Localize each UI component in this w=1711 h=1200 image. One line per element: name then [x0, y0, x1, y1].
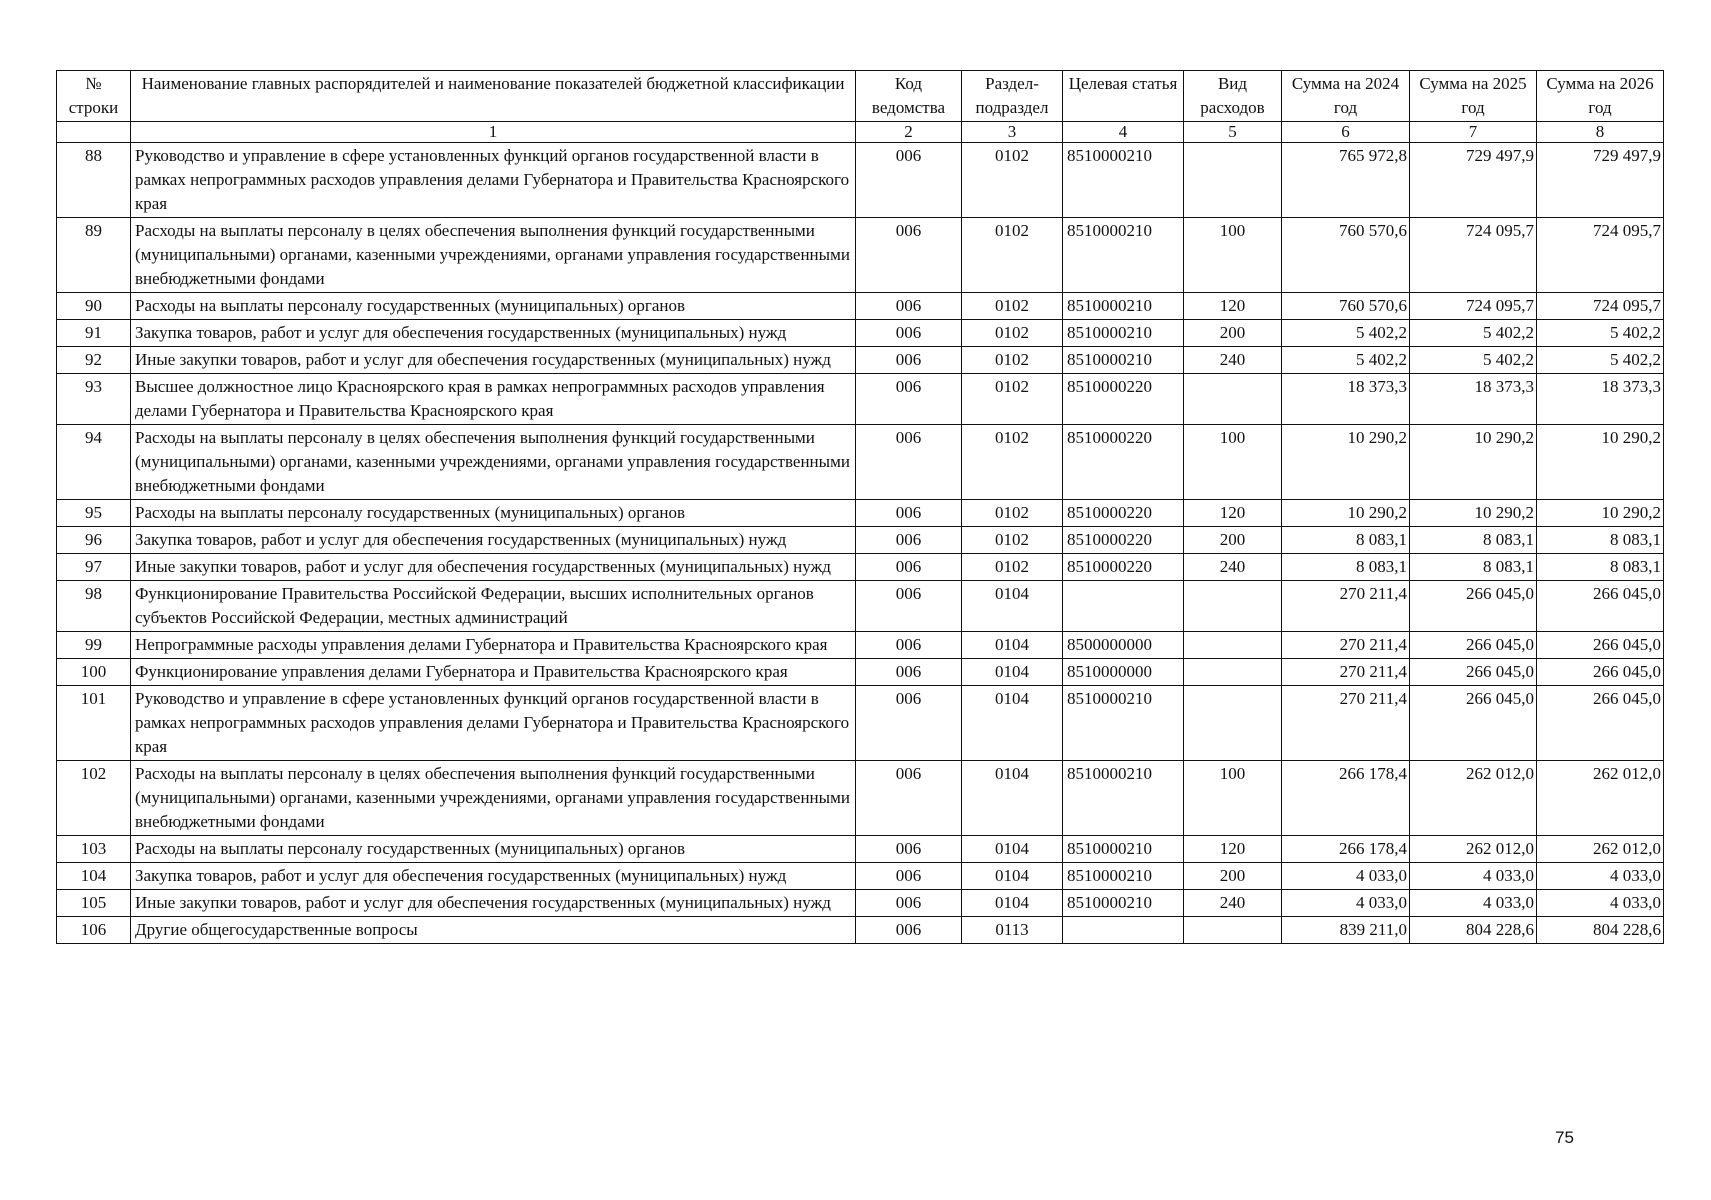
dept-code-cell: 006 — [856, 659, 962, 686]
table-row — [57, 143, 1664, 218]
table-row — [57, 425, 1664, 500]
sum-2024-cell: 5 402,2 — [1282, 347, 1410, 374]
exp-type-cell — [1184, 632, 1282, 659]
row-number-cell: 97 — [57, 554, 131, 581]
name-cell: Иные закупки товаров, работ и услуг для обеспечения государственных (муниципальных) нужд — [131, 347, 856, 374]
sum-2025-cell: 8 083,1 — [1410, 554, 1537, 581]
row-number-cell: 89 — [57, 218, 131, 293]
target-cell: 8510000000 — [1063, 659, 1184, 686]
section-cell: 0104 — [962, 836, 1063, 863]
table-row — [57, 761, 1664, 836]
row-number-cell: 106 — [57, 917, 131, 944]
table-row — [57, 347, 1664, 374]
name-cell: Закупка товаров, работ и услуг для обеспечения государственных (муниципальных) нужд — [131, 863, 856, 890]
name-cell: Руководство и управление в сфере установленных функций органов государственной власти в рамках непрограммных расходов управления делами Губернатора и Правительства Красноярского края — [131, 143, 856, 218]
target-cell: 8510000210 — [1063, 347, 1184, 374]
section-cell: 0102 — [962, 293, 1063, 320]
section-cell: 0102 — [962, 218, 1063, 293]
sum-2025-cell: 4 033,0 — [1410, 863, 1537, 890]
row-number-cell: 93 — [57, 374, 131, 425]
section-cell: 0104 — [962, 890, 1063, 917]
table-row — [57, 581, 1664, 632]
exp-type-cell: 200 — [1184, 527, 1282, 554]
sum-2026-cell: 724 095,7 — [1537, 293, 1664, 320]
table-row — [57, 374, 1664, 425]
sum-2024-cell: 270 211,4 — [1282, 686, 1410, 761]
target-cell: 8510000210 — [1063, 686, 1184, 761]
dept-code-cell: 006 — [856, 554, 962, 581]
name-cell: Закупка товаров, работ и услуг для обеспечения государственных (муниципальных) нужд — [131, 527, 856, 554]
table-row — [57, 320, 1664, 347]
sum-2025-cell: 266 045,0 — [1410, 632, 1537, 659]
column-number: 7 — [1410, 122, 1537, 143]
name-cell: Закупка товаров, работ и услуг для обеспечения государственных (муниципальных) нужд — [131, 320, 856, 347]
section-cell: 0104 — [962, 581, 1063, 632]
sum-2026-cell: 266 045,0 — [1537, 686, 1664, 761]
sum-2024-cell: 10 290,2 — [1282, 500, 1410, 527]
row-number-cell: 91 — [57, 320, 131, 347]
exp-type-cell: 240 — [1184, 890, 1282, 917]
name-cell: Расходы на выплаты персоналу государственных (муниципальных) органов — [131, 836, 856, 863]
name-cell: Функционирование управления делами Губернатора и Правительства Красноярского края — [131, 659, 856, 686]
sum-2026-cell: 5 402,2 — [1537, 320, 1664, 347]
dept-code-cell: 006 — [856, 581, 962, 632]
dept-code-cell: 006 — [856, 218, 962, 293]
table-row — [57, 218, 1664, 293]
row-number-cell: 101 — [57, 686, 131, 761]
sum-2026-cell: 266 045,0 — [1537, 632, 1664, 659]
header-row — [57, 71, 1664, 122]
header-exp-type: Вид расходов — [1184, 71, 1282, 122]
name-cell: Иные закупки товаров, работ и услуг для обеспечения государственных (муниципальных) нужд — [131, 890, 856, 917]
row-number-cell: 104 — [57, 863, 131, 890]
sum-2024-cell: 270 211,4 — [1282, 581, 1410, 632]
sum-2024-cell: 18 373,3 — [1282, 374, 1410, 425]
sum-2025-cell: 724 095,7 — [1410, 293, 1537, 320]
sum-2024-cell: 4 033,0 — [1282, 890, 1410, 917]
column-number: 1 — [131, 122, 856, 143]
section-cell: 0102 — [962, 500, 1063, 527]
table-row — [57, 890, 1664, 917]
section-cell: 0104 — [962, 632, 1063, 659]
target-cell: 8510000210 — [1063, 293, 1184, 320]
dept-code-cell: 006 — [856, 293, 962, 320]
table-row — [57, 686, 1664, 761]
sum-2026-cell: 18 373,3 — [1537, 374, 1664, 425]
header-sum-2026: Сумма на 2026 год — [1537, 71, 1664, 122]
table-row — [57, 659, 1664, 686]
sum-2026-cell: 262 012,0 — [1537, 836, 1664, 863]
sum-2026-cell: 8 083,1 — [1537, 527, 1664, 554]
dept-code-cell: 006 — [856, 143, 962, 218]
sum-2025-cell: 8 083,1 — [1410, 527, 1537, 554]
exp-type-cell — [1184, 374, 1282, 425]
column-number — [57, 122, 131, 143]
sum-2025-cell: 804 228,6 — [1410, 917, 1537, 944]
name-cell: Иные закупки товаров, работ и услуг для обеспечения государственных (муниципальных) нужд — [131, 554, 856, 581]
header-sum-2024: Сумма на 2024 год — [1282, 71, 1410, 122]
table-row — [57, 836, 1664, 863]
section-cell: 0104 — [962, 761, 1063, 836]
section-cell: 0102 — [962, 425, 1063, 500]
sum-2025-cell: 10 290,2 — [1410, 425, 1537, 500]
sum-2024-cell: 10 290,2 — [1282, 425, 1410, 500]
name-cell: Расходы на выплаты персоналу в целях обеспечения выполнения функций государственными (муниципальными) органами, казенными учреждениями, органами управления государственными внебюджетными фондами — [131, 425, 856, 500]
page-number: 75 — [1555, 1128, 1574, 1147]
name-cell: Функционирование Правительства Российской Федерации, высших исполнительных органов субъектов Российской Федерации, местных администраций — [131, 581, 856, 632]
row-number-cell: 95 — [57, 500, 131, 527]
section-cell: 0102 — [962, 374, 1063, 425]
header-row-no: № строки — [57, 71, 131, 122]
sum-2024-cell: 4 033,0 — [1282, 863, 1410, 890]
sum-2025-cell: 4 033,0 — [1410, 890, 1537, 917]
dept-code-cell: 006 — [856, 527, 962, 554]
row-number-cell: 100 — [57, 659, 131, 686]
sum-2025-cell: 724 095,7 — [1410, 218, 1537, 293]
target-cell: 8510000210 — [1063, 863, 1184, 890]
sum-2025-cell: 266 045,0 — [1410, 686, 1537, 761]
table-body — [57, 143, 1664, 944]
dept-code-cell: 006 — [856, 686, 962, 761]
exp-type-cell: 200 — [1184, 863, 1282, 890]
exp-type-cell: 200 — [1184, 320, 1282, 347]
target-cell: 8510000210 — [1063, 836, 1184, 863]
name-cell: Расходы на выплаты персоналу в целях обеспечения выполнения функций государственными (муниципальными) органами, казенными учреждениями, органами управления государственными внебюджетными фондами — [131, 218, 856, 293]
target-cell: 8510000210 — [1063, 143, 1184, 218]
header-sum-2025: Сумма на 2025 год — [1410, 71, 1537, 122]
sum-2024-cell: 270 211,4 — [1282, 632, 1410, 659]
sum-2025-cell: 729 497,9 — [1410, 143, 1537, 218]
dept-code-cell: 006 — [856, 836, 962, 863]
section-cell: 0104 — [962, 686, 1063, 761]
name-cell: Другие общегосударственные вопросы — [131, 917, 856, 944]
row-number-cell: 90 — [57, 293, 131, 320]
column-number: 5 — [1184, 122, 1282, 143]
target-cell: 8510000220 — [1063, 527, 1184, 554]
target-cell: 8510000210 — [1063, 218, 1184, 293]
exp-type-cell — [1184, 581, 1282, 632]
dept-code-cell: 006 — [856, 320, 962, 347]
row-number-cell: 103 — [57, 836, 131, 863]
section-cell: 0102 — [962, 554, 1063, 581]
name-cell: Руководство и управление в сфере установленных функций органов государственной власти в рамках непрограммных расходов управления делами Губернатора и Правительства Красноярского края — [131, 686, 856, 761]
target-cell: 8510000210 — [1063, 320, 1184, 347]
target-cell: 8510000210 — [1063, 890, 1184, 917]
exp-type-cell: 120 — [1184, 836, 1282, 863]
sum-2024-cell: 760 570,6 — [1282, 293, 1410, 320]
sum-2025-cell: 5 402,2 — [1410, 347, 1537, 374]
target-cell: 8510000220 — [1063, 425, 1184, 500]
exp-type-cell — [1184, 659, 1282, 686]
section-cell: 0113 — [962, 917, 1063, 944]
sum-2026-cell: 5 402,2 — [1537, 347, 1664, 374]
exp-type-cell: 100 — [1184, 425, 1282, 500]
column-number: 8 — [1537, 122, 1664, 143]
dept-code-cell: 006 — [856, 347, 962, 374]
sum-2026-cell: 266 045,0 — [1537, 581, 1664, 632]
target-cell: 8510000220 — [1063, 554, 1184, 581]
section-cell: 0104 — [962, 659, 1063, 686]
row-number-cell: 88 — [57, 143, 131, 218]
sum-2026-cell: 4 033,0 — [1537, 863, 1664, 890]
table-row — [57, 554, 1664, 581]
header-name: Наименование главных распорядителей и наименование показателей бюджетной классификации — [131, 71, 856, 122]
sum-2025-cell: 266 045,0 — [1410, 581, 1537, 632]
sum-2025-cell: 10 290,2 — [1410, 500, 1537, 527]
section-cell: 0104 — [962, 863, 1063, 890]
target-cell: 8510000210 — [1063, 761, 1184, 836]
header-dept-code: Код ведомства — [856, 71, 962, 122]
exp-type-cell: 100 — [1184, 218, 1282, 293]
table-row — [57, 863, 1664, 890]
exp-type-cell: 240 — [1184, 347, 1282, 374]
exp-type-cell — [1184, 686, 1282, 761]
sum-2026-cell: 729 497,9 — [1537, 143, 1664, 218]
sum-2026-cell: 262 012,0 — [1537, 761, 1664, 836]
row-number-cell: 105 — [57, 890, 131, 917]
sum-2024-cell: 5 402,2 — [1282, 320, 1410, 347]
row-number-cell: 99 — [57, 632, 131, 659]
row-number-cell: 98 — [57, 581, 131, 632]
header-target: Целевая статья — [1063, 71, 1184, 122]
exp-type-cell — [1184, 917, 1282, 944]
sum-2026-cell: 266 045,0 — [1537, 659, 1664, 686]
column-number: 3 — [962, 122, 1063, 143]
sum-2024-cell: 839 211,0 — [1282, 917, 1410, 944]
name-cell: Непрограммные расходы управления делами Губернатора и Правительства Красноярского края — [131, 632, 856, 659]
sum-2024-cell: 8 083,1 — [1282, 554, 1410, 581]
sum-2026-cell: 10 290,2 — [1537, 425, 1664, 500]
row-number-cell: 94 — [57, 425, 131, 500]
exp-type-cell: 120 — [1184, 293, 1282, 320]
sum-2026-cell: 10 290,2 — [1537, 500, 1664, 527]
table-row — [57, 917, 1664, 944]
target-cell — [1063, 917, 1184, 944]
row-number-cell: 96 — [57, 527, 131, 554]
sum-2025-cell: 262 012,0 — [1410, 761, 1537, 836]
column-number-row — [57, 122, 1664, 143]
dept-code-cell: 006 — [856, 917, 962, 944]
name-cell: Расходы на выплаты персоналу государственных (муниципальных) органов — [131, 500, 856, 527]
target-cell: 8500000000 — [1063, 632, 1184, 659]
table-row — [57, 500, 1664, 527]
row-number-cell: 92 — [57, 347, 131, 374]
sum-2024-cell: 266 178,4 — [1282, 761, 1410, 836]
sum-2025-cell: 262 012,0 — [1410, 836, 1537, 863]
dept-code-cell: 006 — [856, 425, 962, 500]
sum-2026-cell: 4 033,0 — [1537, 890, 1664, 917]
header-section: Раздел-подраздел — [962, 71, 1063, 122]
table-row — [57, 293, 1664, 320]
section-cell: 0102 — [962, 347, 1063, 374]
sum-2025-cell: 5 402,2 — [1410, 320, 1537, 347]
name-cell: Расходы на выплаты персоналу в целях обеспечения выполнения функций государственными (муниципальными) органами, казенными учреждениями, органами управления государственными внебюджетными фондами — [131, 761, 856, 836]
column-number: 4 — [1063, 122, 1184, 143]
table-row — [57, 632, 1664, 659]
sum-2024-cell: 8 083,1 — [1282, 527, 1410, 554]
dept-code-cell: 006 — [856, 863, 962, 890]
sum-2026-cell: 8 083,1 — [1537, 554, 1664, 581]
dept-code-cell: 006 — [856, 761, 962, 836]
exp-type-cell — [1184, 143, 1282, 218]
column-number: 2 — [856, 122, 962, 143]
sum-2024-cell: 765 972,8 — [1282, 143, 1410, 218]
sum-2024-cell: 266 178,4 — [1282, 836, 1410, 863]
target-cell: 8510000220 — [1063, 500, 1184, 527]
row-number-cell: 102 — [57, 761, 131, 836]
exp-type-cell: 240 — [1184, 554, 1282, 581]
sum-2024-cell: 270 211,4 — [1282, 659, 1410, 686]
dept-code-cell: 006 — [856, 632, 962, 659]
target-cell: 8510000220 — [1063, 374, 1184, 425]
sum-2026-cell: 724 095,7 — [1537, 218, 1664, 293]
column-number: 6 — [1282, 122, 1410, 143]
exp-type-cell: 100 — [1184, 761, 1282, 836]
section-cell: 0102 — [962, 320, 1063, 347]
section-cell: 0102 — [962, 527, 1063, 554]
name-cell: Высшее должностное лицо Красноярского края в рамках непрограммных расходов управления делами Губернатора и Правительства Красноярского края — [131, 374, 856, 425]
exp-type-cell: 120 — [1184, 500, 1282, 527]
sum-2025-cell: 266 045,0 — [1410, 659, 1537, 686]
table-row — [57, 527, 1664, 554]
sum-2026-cell: 804 228,6 — [1537, 917, 1664, 944]
section-cell: 0102 — [962, 143, 1063, 218]
name-cell: Расходы на выплаты персоналу государственных (муниципальных) органов — [131, 293, 856, 320]
dept-code-cell: 006 — [856, 890, 962, 917]
dept-code-cell: 006 — [856, 374, 962, 425]
target-cell — [1063, 581, 1184, 632]
budget-table — [56, 70, 1664, 944]
dept-code-cell: 006 — [856, 500, 962, 527]
sum-2025-cell: 18 373,3 — [1410, 374, 1537, 425]
sum-2024-cell: 760 570,6 — [1282, 218, 1410, 293]
